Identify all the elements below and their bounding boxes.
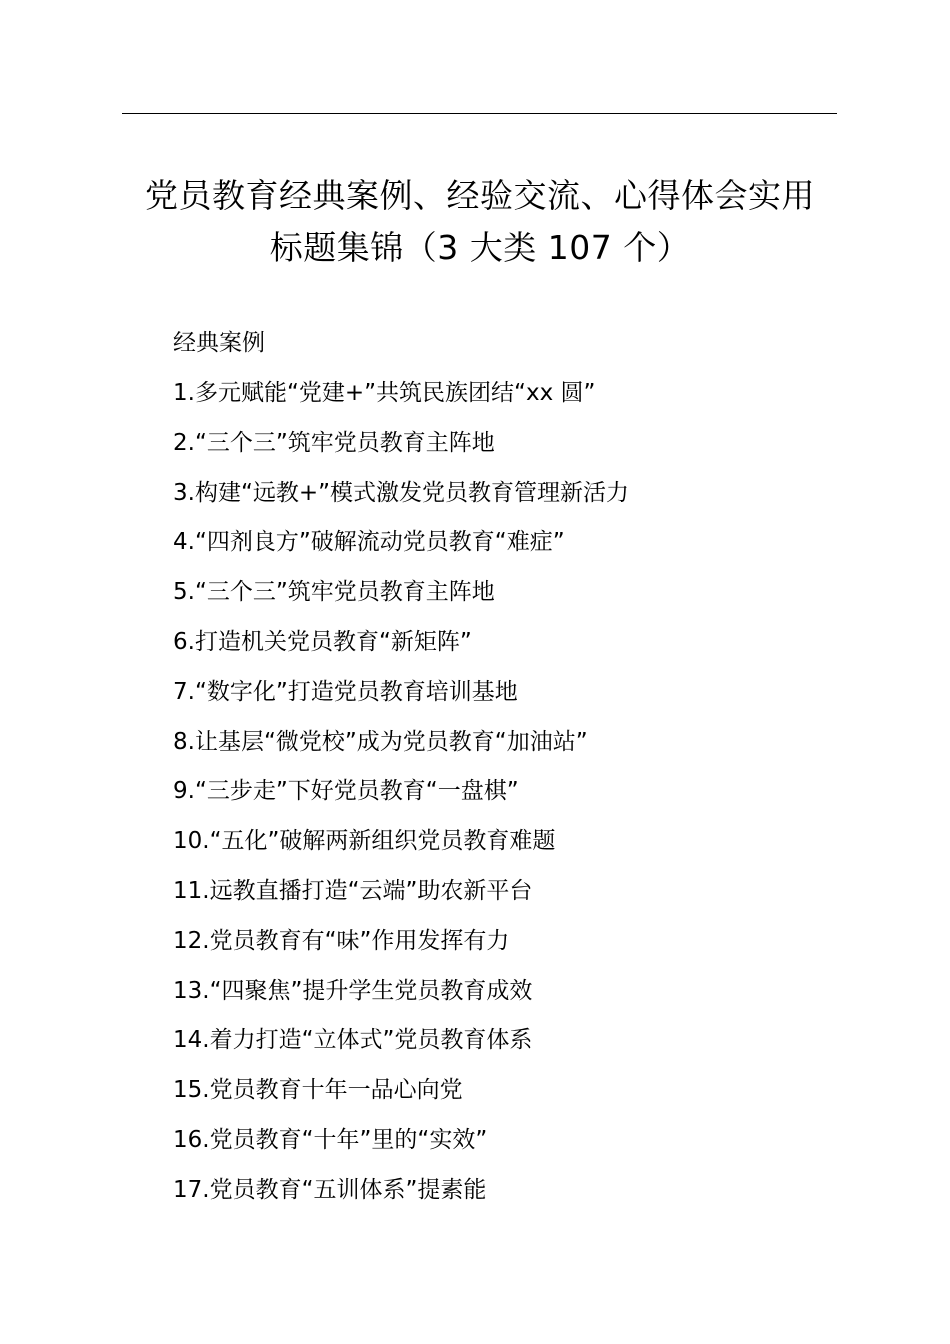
list-item: 2.“三个三”筑牢党员教育主阵地 (173, 429, 495, 456)
list-item: 7.“数字化”打造党员教育培训基地 (173, 678, 518, 705)
list-item: 6.打造机关党员教育“新矩阵” (173, 628, 472, 655)
section-heading: 经典案例 (173, 330, 265, 356)
title-line-2: 标题集锦（3 大类 107 个） (269, 228, 691, 267)
list-item: 5.“三个三”筑牢党员教育主阵地 (173, 579, 495, 606)
list-item: 12.党员教育有“味”作用发挥有力 (173, 927, 510, 954)
list-item: 10.“五化”破解两新组织党员教育难题 (173, 828, 556, 855)
list-item: 4.“四剂良方”破解流动党员教育“难症” (173, 529, 565, 556)
list-item: 8.让基层“微党校”成为党员教育“加油站” (173, 728, 588, 755)
list-item: 11.远教直播打造“云端”助农新平台 (173, 877, 533, 904)
document-title (100, 170, 860, 274)
list-item: 17.党员教育“五训体系”提素能 (173, 1176, 487, 1203)
list-item: 14.着力打造“立体式”党员教育体系 (173, 1027, 533, 1054)
list-item: 1.多元赋能“党建+”共筑民族团结“xx 圆” (173, 380, 596, 406)
list-item: 15.党员教育十年一品心向党 (173, 1077, 463, 1104)
case-title-list (173, 376, 629, 1223)
list-item: 9.“三步走”下好党员教育“一盘棋” (173, 778, 519, 805)
list-item: 13.“四聚焦”提升学生党员教育成效 (173, 977, 533, 1004)
title-line-1: 党员教育经典案例、经验交流、心得体会实用 (145, 176, 815, 215)
list-item: 3.构建“远教+”模式激发党员教育管理新活力 (173, 479, 630, 506)
header-rule (122, 113, 837, 114)
list-item: 16.党员教育“十年”里的“实效” (173, 1126, 488, 1153)
